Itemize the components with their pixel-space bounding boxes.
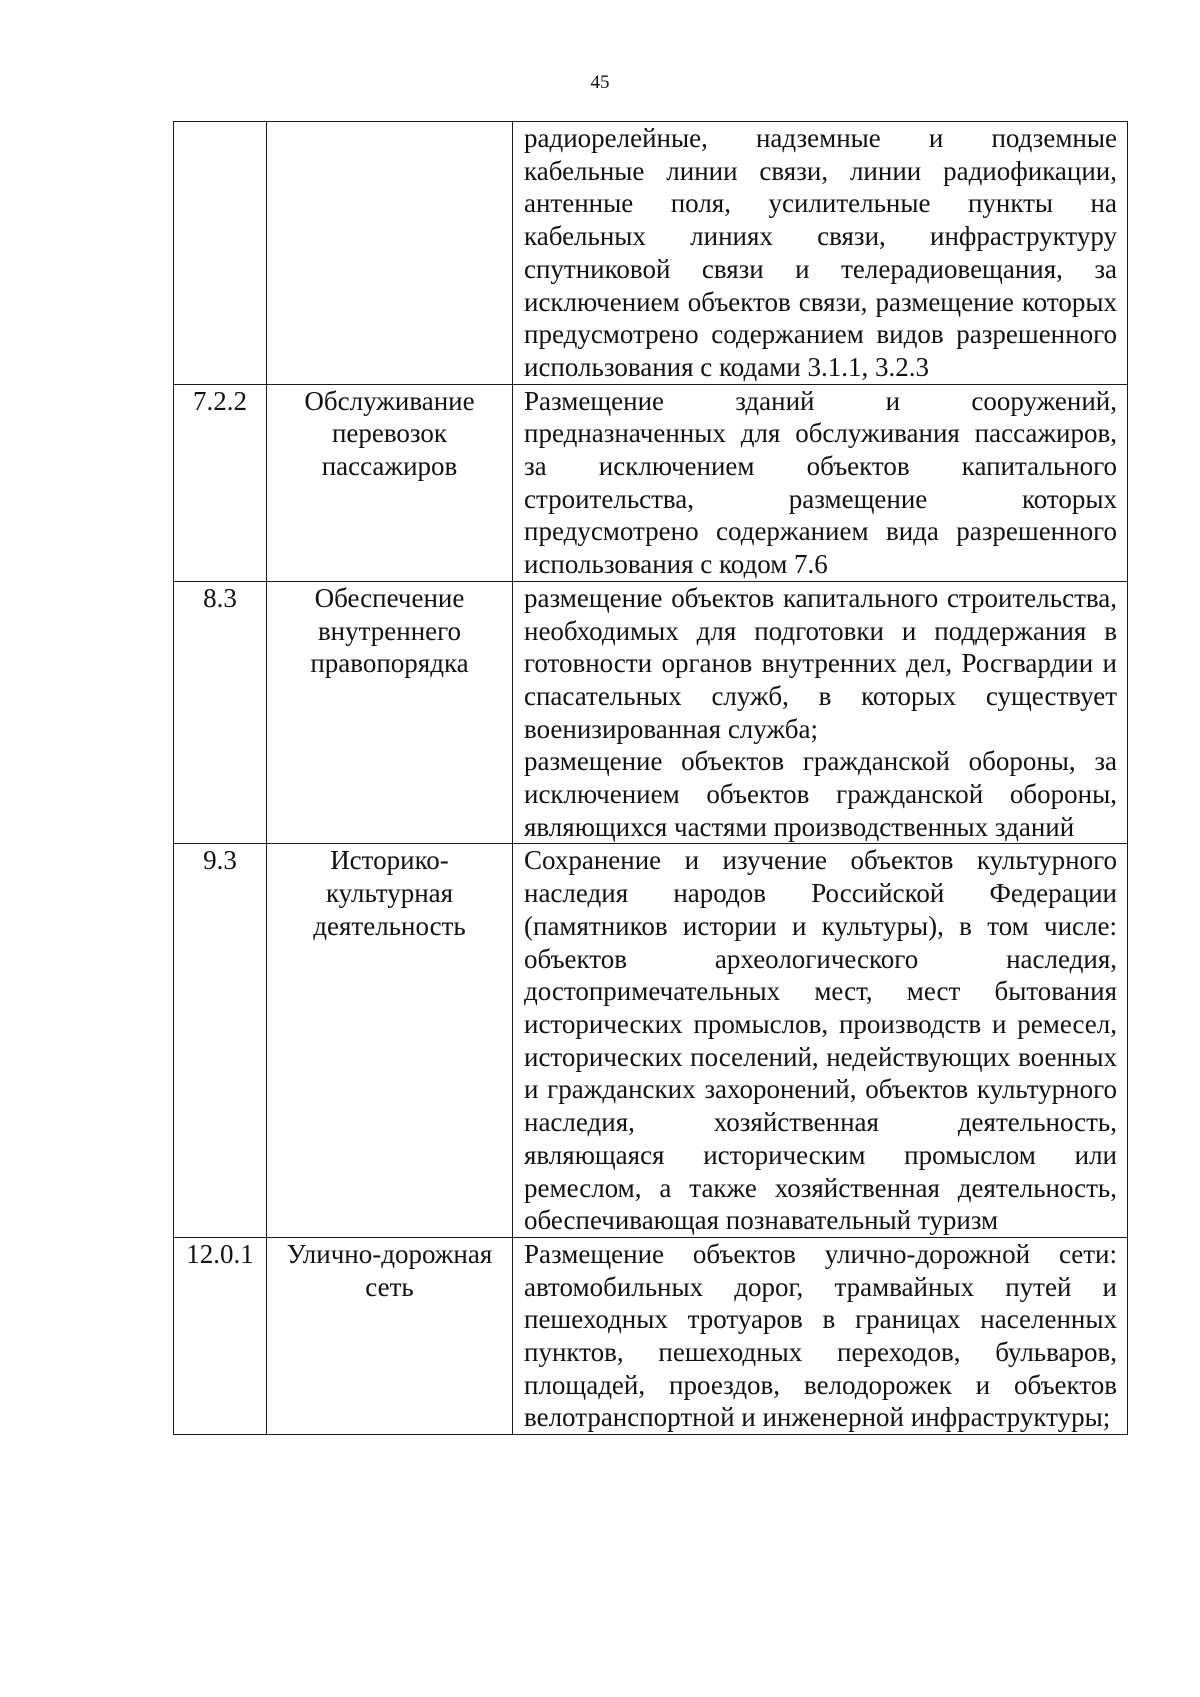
description-paragraph: Сохранение и изучение объектов культурного наследия народов Российской Федерации (памятников истории и культуры), в том числе: объектов археологического наследия, достопримечательных мест, мест бытования исторических промыслов, производств и ремесел, исторических поселений, недействующих военных и гражданских захоронений, объектов культурного наследия, хозяйственная деятельность, являющаяся историческим промыслом или ремеслом, а также хозяйственная деятельность, обеспечивающая познавательный туризм xyxy=(524,845,1117,1236)
page-number: 45 xyxy=(590,72,610,93)
row-name: Обслуживание перевозок пассажиров xyxy=(267,384,513,581)
description-paragraph: размещение объектов гражданской обороны, за исключением объектов гражданской обороны, являющихся частями производственных зданий xyxy=(524,746,1117,842)
description-paragraph: Размещение зданий и сооружений, предназначенных для обслуживания пассажиров, за исключением объектов капитального строительства, размещение которых предусмотрено содержанием вида разрешенного использования с кодом 7.6 xyxy=(524,385,1117,580)
table-row xyxy=(174,581,1128,844)
land-use-table xyxy=(173,121,1128,1435)
row-code: 9.3 xyxy=(174,844,267,1237)
row-code xyxy=(174,122,267,385)
row-name: Историко-культурная деятельность xyxy=(267,844,513,1237)
table-row xyxy=(174,844,1128,1237)
row-code: 12.0.1 xyxy=(174,1237,267,1434)
row-description xyxy=(513,122,1128,385)
row-name xyxy=(267,122,513,385)
table-row xyxy=(174,122,1128,385)
row-code: 7.2.2 xyxy=(174,384,267,581)
row-description xyxy=(513,581,1128,844)
row-description xyxy=(513,384,1128,581)
row-name: Улично-дорожная сеть xyxy=(267,1237,513,1434)
row-description xyxy=(513,1237,1128,1434)
description-paragraph: Размещение объектов улично-дорожной сети: автомобильных дорог, трамвайных путей и пешеходных тротуаров в границах населенных пунктов, пешеходных переходов, бульваров, площадей, проездов, велодорожек и объектов велотранспортной и инженерной инфраструктуры; xyxy=(524,1238,1117,1433)
table-row xyxy=(174,384,1128,581)
row-description xyxy=(513,844,1128,1237)
row-name: Обеспечение внутреннего правопорядка xyxy=(267,581,513,844)
description-paragraph: размещение объектов капитального строительства, необходимых для подготовки и поддержания в готовности органов внутренних дел, Росгвардии и спасательных служб, в которых существует военизированная служба; xyxy=(524,582,1117,744)
row-code: 8.3 xyxy=(174,581,267,844)
table-row xyxy=(174,1237,1128,1434)
description-paragraph: радиорелейные, надземные и подземные кабельные линии связи, линии радиофикации, антенные поля, усилительные пункты на кабельных линиях связи, инфраструктуру спутниковой связи и телерадиовещания, за исключением объектов связи, размещение которых предусмотрено содержанием видов разрешенного использования с кодами 3.1.1, 3.2.3 xyxy=(524,123,1117,382)
